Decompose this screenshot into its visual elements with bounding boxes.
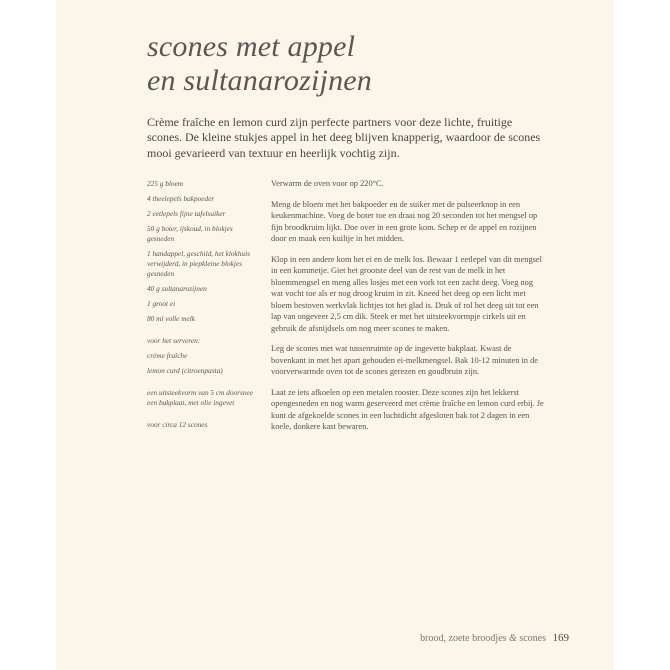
method-step: Klop in een andere kom het ei en de melk los. Bewaar 1 eetlepel van dit mengsel in een kommetje. Giet het grootste deel van de rest van de melk in het bloemmengsel en meng alles losjes met een vork tot een zacht deeg. Voeg nog wat vocht toe als er nog droog kruim in zit. Kneed het deeg op een licht met bloem bestoven werkvlak lichtjes tot het glad is. Druk of rol het deeg uit tot een lap van ongeveer 2,5 cm dik. Steek er met het uitsteekvormpje cirkels uit en gebruik de afsnijdsels om nog meer scones te maken. — [271, 254, 542, 333]
book-page — [56, 0, 614, 670]
ingredient-item: 40 g sultanarozijnen — [147, 284, 207, 293]
ingredient-item: 80 ml volle melk — [147, 314, 196, 323]
ingredient-item: 1 handappel, geschild, het klokhuis verwijderd, in piepkleine blokjes gesneden — [147, 249, 250, 278]
equipment-item: een bakplaat, met olie ingevet — [147, 398, 235, 407]
method-step: Laat ze iets afkoelen op een metalen rooster. Deze scones zijn het lekkerst opengesneden en nog warm geserveerd met crème fraîche en lemon curd erbij. Je kunt de afgekoelde scones in een luchtdicht afgesloten bak tot 2 dagen in een koele, donkere kast bewaren. — [271, 387, 544, 431]
page-number: 169 — [552, 632, 569, 644]
ingredient-item: 1 groot ei — [147, 299, 176, 308]
ingredient-item: crème fraîche — [147, 351, 188, 360]
method-steps — [271, 178, 547, 433]
footer-section-a: brood, zoete broodjes — [420, 633, 507, 644]
ingredient-item: 2 eetlepels fijne tafelsuiker — [147, 209, 226, 218]
recipe-title-line-2: en sultanarozijnen — [147, 64, 372, 97]
method-step: Meng de bloem met het bakpoeder en de suiker met de pulseerknop in een keukenmachine. Voeg de boter toe en draai nog 20 seconden tot het mengsel op fijn broodkruim lijkt. Doe over in een grote kom. Schep er de appel en rozijnen door en maak een kuiltje in het midden. — [271, 199, 538, 243]
method-step: Leg de scones met wat tussenruimte op de ingevette bakplaat. Kwast de bovenkant in met het apart gehouden ei-melkmengsel. Bak 10-12 minuten in de voorverwarmde oven tot de scones gerezen en goudbruin zijn. — [271, 344, 538, 376]
ingredient-list — [147, 179, 267, 430]
ingredient-item: 4 theelepels bakpoeder — [147, 194, 215, 203]
recipe-title-line-1: scones met appel — [147, 30, 356, 63]
equipment-item: een uitsteekvorm van 5 cm doorsnee — [147, 388, 253, 397]
footer-section-b: scones — [519, 633, 546, 644]
ingredient-item: lemon curd (citroenpasta) — [147, 366, 223, 375]
method-step: Verwarm de oven voor op 220°C. — [271, 179, 384, 188]
ingredient-item: 225 g bloem — [147, 179, 184, 188]
ingredient-item: 50 g boter, ijskoud, in blokjes gesneden — [147, 224, 233, 243]
recipe-title — [147, 30, 372, 98]
footer-ampersand: & — [509, 633, 517, 644]
yield-note: voor circa 12 scones — [147, 420, 208, 429]
recipe-intro: Crème fraîche en lemon curd zijn perfecte partners voor deze lichte, fruitige scones. De kleine stukjes appel in het deeg blijven knapperig, waardoor de scones mooi gevarieerd van textuur en heerlijk vochtig zijn. — [147, 115, 541, 160]
serving-heading: voor het serveren: — [147, 336, 201, 345]
page-footer — [420, 632, 569, 644]
